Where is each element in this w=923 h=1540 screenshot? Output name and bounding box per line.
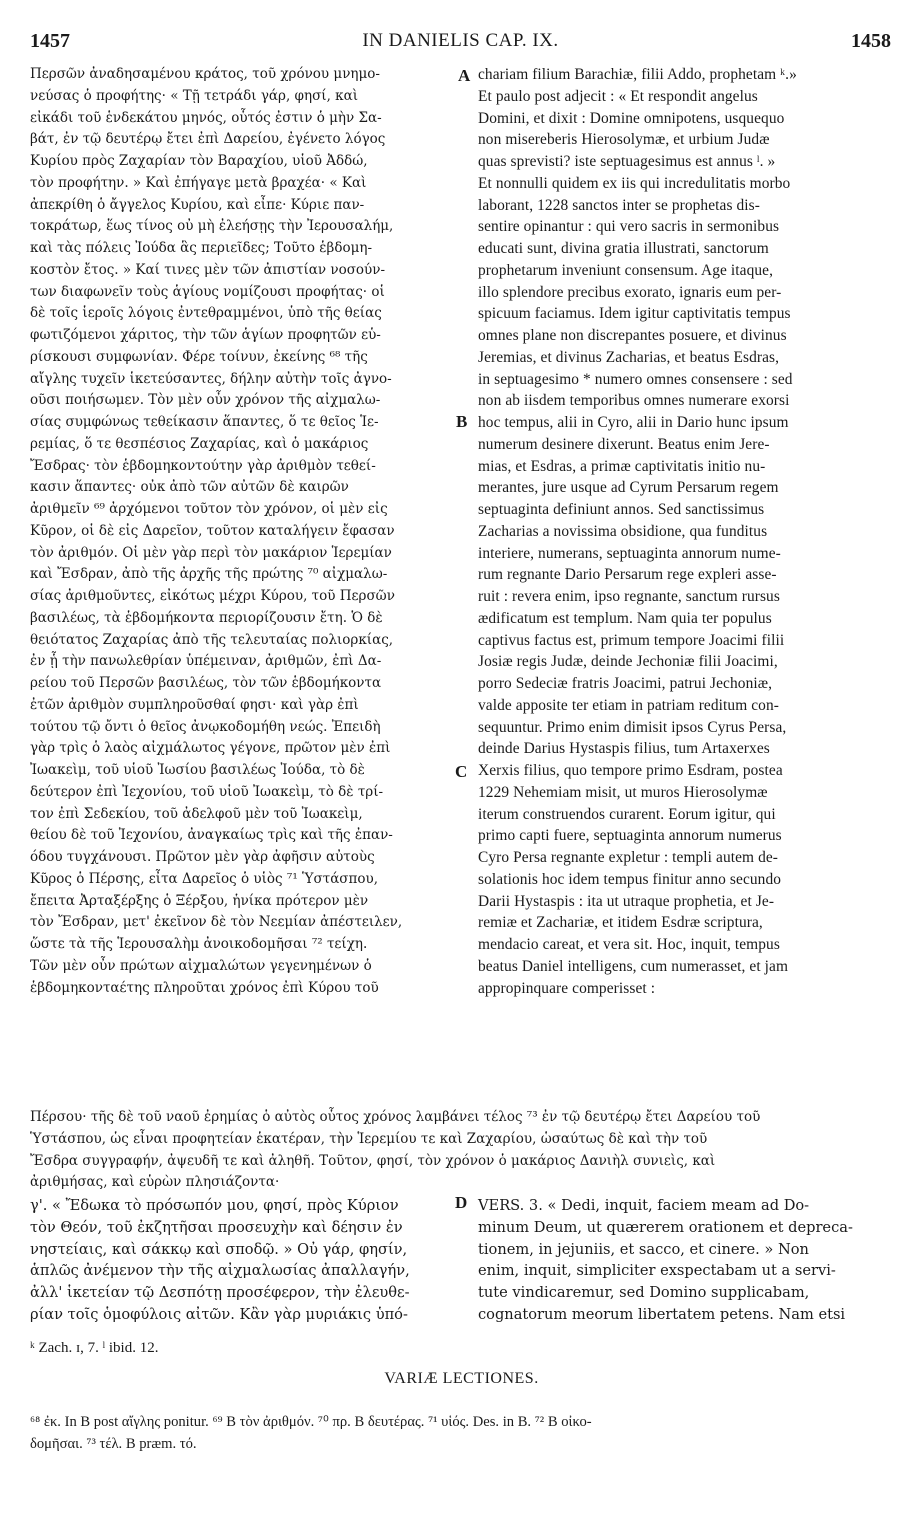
greek-text-line: ρίσκουσι συμφωνίαν. Φέρε τοίνυν, ἐκείνης ⁶⁸ τῆς: [30, 348, 368, 365]
latin-column: [478, 64, 893, 999]
variant-line: ⁶⁸ ἐκ. In B post αἴγλης ponitur. ⁶⁹ B τὸν ἀριθμόν. ⁷⁰ πρ. B δευτέρας. ⁷¹ υἱός. Des. in B. ⁷² B οἰκο-: [30, 1414, 592, 1430]
latin-text-line: spicuum faciamus. Idem igitur captivitatis tempus: [478, 305, 791, 323]
right-page-number: 1458: [851, 30, 891, 52]
latin-text-line: ruit : revera enim, ipso regnante, sanctum rursus: [478, 588, 780, 605]
variant-readings: [30, 1412, 894, 1456]
greek-text-line: γὰρ τρὶς ὁ λαὸς αἰχμάλωτος γέγονε, πρῶτον μὲν ἐπὶ: [30, 740, 391, 757]
greek-text-line: ρίαν τοῖς ὁμοφύλοις αἰτῶν. Κἂν γὰρ μυριάκις ὑπό-: [30, 1305, 408, 1323]
latin-text-line: Et paulo post adjecit : « Et respondit angelus: [478, 87, 758, 105]
greek-text-line: καὶ τὰς πόλεις Ἰούδα ἃς περιεῖδες; Τοῦτο ἑβδομη-: [30, 240, 373, 256]
greek-text-line: ἀπεκρίθη ὁ ἄγγελος Κυρίου, καὶ εἶπε· Κύριε παν-: [30, 196, 365, 213]
latin-text-line: 1229 Nehemiam misit, ut muros Hierosolymæ: [478, 783, 768, 801]
greek-column: [30, 64, 450, 999]
latin-text-line: Et nonnulli quidem ex iis qui incredulitatis morbo: [478, 174, 791, 192]
greek-text-line: τούτου τῷ ὄντι ὁ θεῖος ἀνῳκοδομήθη νεώς. Ἐπειδὴ: [30, 718, 381, 735]
greek-text-line: τὸν ἀριθμόν. Οἱ μὲν γὰρ περὶ τὸν μακάριον Ἱερεμίαν: [30, 544, 392, 561]
greek-column-verse3: [30, 1195, 450, 1326]
latin-text-line: Zacharias a novissima obsidione, qua funditus: [478, 522, 768, 540]
section-marker-b: B: [456, 412, 468, 431]
latin-text-line: non misereberis Hierosolymæ, et urbium Judæ: [478, 131, 770, 149]
greek-text-line: τὸν Ἔσδραν, μετ' ἐκεῖνον δὲ τὸν Νεεμίαν ἀπέστειλεν,: [30, 914, 403, 931]
latin-text-line: in septuagesimo * numero omnes consensere : sed: [478, 370, 793, 388]
latin-text-line: cognatorum meorum libertatem petens. Nam etsi: [478, 1305, 846, 1323]
greek-text-line: Ἔσδρα συγγραφήν, ἀψευδῆ τε καὶ ἀληθῆ. Τοῦτον, φησί, τὸν χρόνον ὁ μακάριος Δανιὴλ συνιεὶς, καὶ: [30, 1152, 716, 1169]
greek-text-line: δὲ τοῖς ἱεροῖς λόγοις ἐντεθραμμένοι, ὑπὸ τῆς θείας: [30, 305, 382, 322]
greek-text-line: τον ἐπὶ Σεδεκίου, τοῦ ἀδελφοῦ μὲν τοῦ Ἰωακεὶμ,: [30, 805, 363, 822]
latin-text-line: interiere, numerans, septuaginta annorum nume-: [478, 544, 781, 562]
latin-text-line: prophetarum inveniunt consensum. Age itaque,: [478, 261, 774, 279]
greek-text-line: δεύτερον ἐπὶ Ἰεχονίου, τοῦ υἱοῦ Ἰωακεὶμ, τὸ δὲ τρί-: [30, 783, 384, 800]
greek-text-line: ἀριθμήσας, καὶ εὑρὼν πλησιάζοντα·: [30, 1174, 280, 1191]
full-width-greek: [30, 1107, 894, 1194]
footnote: ᵏ Zach. ɪ, 7. ˡ ibid. 12.: [30, 1340, 159, 1356]
greek-text-line: εἰκάδι τοῦ ἑνδεκάτου μηνός, οὗτός ἐστιν ὁ μὴν Σα-: [30, 109, 382, 126]
greek-text-line: βασιλέως, τὰ ἑβδομήκοντα περιορίζουσιν ἔτη. Ὁ δὲ: [30, 609, 383, 626]
latin-text-line: hoc tempus, alii in Cyro, alii in Dario hunc ipsum: [478, 414, 789, 431]
greek-text-line: Κῦρος ὁ Πέρσης, εἶτα Δαρεῖος ὁ υἱὸς ⁷¹ Ὑστάσπου,: [30, 870, 379, 887]
latin-text-line: mias, et Esdras, a primæ captivitatis initio nu-: [478, 457, 766, 475]
greek-text-line: γ'. « Ἔδωκα τὸ πρόσωπόν μου, φησί, πρὸς Κύριον: [30, 1197, 399, 1214]
left-page-number: 1457: [30, 30, 70, 52]
greek-text-line: Περσῶν ἀναδησαμένου κράτος, τοῦ χρόνου μνημο-: [30, 66, 380, 82]
latin-text-line: mendacio careat, et vera sit. Hoc, inquit, tempus: [478, 936, 780, 953]
greek-text-line: Ἔσδρας· τὸν ἑβδομηκοντούτην γὰρ ἀριθμὸν τεθεί-: [30, 457, 376, 474]
greek-text-line: ὥστε τὰ τῆς Ἱερουσαλὴμ ἀνοικοδομῆσαι ⁷² τείχη.: [30, 936, 368, 952]
latin-column-verse3: [478, 1195, 893, 1326]
latin-text-line: merantes, jure usque ad Cyrum Persarum regem: [478, 479, 779, 497]
greek-text-line: κοστὸν ἔτος. » Καί τινες μὲν τῶν ἀπιστίαν νοσούν-: [30, 261, 386, 278]
page-header: [30, 30, 891, 60]
greek-text-line: ἑβδομηκονταέτης πληροῦται χρόνος ἐπὶ Κύρου τοῦ: [30, 979, 379, 996]
latin-text-line: appropinquare comperisset :: [478, 979, 656, 997]
greek-text-line: Κῦρον, οἱ δὲ εἰς Δαρεῖον, τοῦτον καταλήγειν ἔφασαν: [30, 522, 395, 539]
greek-text-line: ἀριθμεῖν ⁶⁹ ἀρχόμενοι τοῦτον τὸν χρόνον, οἱ μὲν εἰς: [30, 501, 388, 517]
greek-text-line: Τῶν μὲν οὖν πρώτων αἰχμαλώτων γεγενημένων ὁ: [30, 957, 372, 974]
greek-text-line: βάτ, ἐν τῷ δευτέρῳ ἔτει ἐπὶ Δαρείου, ἐγένετο λόγος: [30, 131, 386, 148]
latin-text-line: minum Deum, ut quærerem orationem et depreca-: [478, 1218, 853, 1236]
greek-text-line: ἐν ᾗ τὴν πανωλεθρίαν ὑπέμειναν, ἀριθμῶν, ἐπὶ Δα-: [30, 653, 382, 670]
latin-text-line: septuaginta definiunt annos. Sed sanctissimus: [478, 501, 765, 518]
greek-text-line: ἁπλῶς ἀνέμενον τὴν τῆς αἰχμαλωσίας ἀπαλλαγήν,: [30, 1262, 410, 1280]
section-marker-d: D: [455, 1193, 468, 1212]
section-marker-a: A: [458, 66, 471, 85]
greek-text-line: φωτιζόμενοι χάριτος, τὴν τῶν ἁγίων προφητῶν εὑ-: [30, 327, 381, 343]
latin-text-line: sequuntur. Primo enim dimisit ipsos Cyrus Persa,: [478, 718, 787, 736]
latin-text-line: rum regnante Dario Persarum rege expleri asse-: [478, 566, 777, 584]
latin-text-line: primo capti fuere, septuaginta annorum numerus: [478, 827, 782, 845]
latin-text-line: deinde Darius Hystaspis filius, tum Artaxerxes: [478, 740, 770, 758]
latin-text-line: ædificatum est templum. Nam quia ter populus: [478, 609, 772, 627]
latin-text-line: porro Sedeciæ fratris Joacimi, patrui Jechoniæ,: [478, 675, 773, 692]
variant-line: δομῆσαι. ⁷³ τέλ. B præm. τό.: [30, 1435, 197, 1452]
greek-text-line: οῦσι ποιήσωμεν. Τὸν μὲν οὖν χρόνον τῆς αἰχμαλω-: [30, 392, 381, 409]
greek-text-line: νεύσας ὁ προφήτης· « Τῇ τετράδι γάρ, φησί, καὶ: [30, 87, 359, 104]
latin-text-line: tute vindicaremur, sed Domino supplicabam,: [478, 1284, 810, 1301]
greek-text-line: αἴγλης τυχεῖν ἱκετεύσαντες, δήλην αὐτὴν τοῖς ἀγνο-: [30, 370, 392, 387]
greek-text-line: θείου δὲ τοῦ Ἰεχονίου, ἀναγκαίως τρὶς καὶ τῆς ἐπαν-: [30, 827, 393, 844]
latin-text-line: sentire opinantur : qui vero sacris in sermonibus: [478, 218, 780, 236]
running-title: IN DANIELIS CAP. IX.: [362, 30, 559, 51]
latin-text-line: Josiæ regis Judæ, deinde Jechoniæ filii Joacimi,: [478, 653, 778, 671]
greek-text-line: Ὑστάσπου, ὡς εἶναι προφητείαν ἑκατέραν, τὴν Ἱερεμίου τε καὶ Ζαχαρίου, ὡσαύτως δὲ καὶ τὴν τοῦ: [30, 1130, 708, 1147]
latin-text-line: beatus Daniel intelligens, cum numerasset, et jam: [478, 957, 789, 975]
greek-text-line: θειότατος Ζαχαρίας ἀπὸ τῆς τελευταίας πολιορκίας,: [30, 631, 394, 648]
latin-text-line: Cyro Persa regnante expletur : templi autem de-: [478, 849, 779, 866]
latin-text-line: Darii Hystaspis : ita ut utraque prophetia, et Je-: [478, 892, 775, 910]
greek-text-line: τὸν Θεόν, τοῦ ἐκζητῆσαι προσευχὴν καὶ δέησιν ἐν: [30, 1218, 403, 1236]
latin-text-line: laborant, 1228 sanctos inter se prophetas dis-: [478, 196, 760, 214]
latin-text-line: illo splendore precibus exorato, ignaris eum per-: [478, 283, 782, 301]
greek-text-line: σίας συμφώνως τεθείκασιν ἅπαντες, ὅ τε θεῖος Ἱε-: [30, 414, 379, 430]
latin-text-line: educati sunt, divina gratia illustrati, sanctorum: [478, 240, 769, 257]
greek-text-line: Ἰωακεὶμ, τοῦ υἱοῦ Ἰωσίου βασιλέως Ἰούδα, τὸ δὲ: [30, 762, 365, 778]
section-marker-c: C: [455, 762, 468, 781]
latin-text-line: chariam filium Barachiæ, filii Addo, prophetam ᵏ.»: [478, 66, 797, 83]
greek-text-line: κασιν ἅπαντες· οὐκ ἀπὸ τῶν αὐτῶν δὲ καιρῶν: [30, 479, 349, 496]
latin-text-line: captivus factus est, primum tempore Joacimi filii: [478, 631, 785, 649]
greek-text-line: ἔπειτα Ἀρταξέρξης ὁ Ξέρξου, ἡνίκα πρότερον μὲν: [30, 892, 369, 909]
greek-text-line: σίας ἀριθμοῦντες, εἰκότως μέχρι Κύρου, τοῦ Περσῶν: [30, 588, 395, 604]
latin-text-line: iterum construendos curarent. Eorum igitur, qui: [478, 805, 776, 823]
latin-text-line: VERS. 3. « Dedi, inquit, faciem meam ad Do-: [478, 1197, 810, 1214]
latin-text-line: Jeremias, et divinus Zacharias, et beatus Esdras,: [478, 348, 780, 366]
greek-text-line: όδου τυγχάνουσι. Πρῶτον μὲν γὰρ ἀφῆσιν αὐτοὺς: [30, 849, 375, 865]
latin-text-line: valde apposite ter etiam in patriam reditum con-: [478, 696, 779, 714]
greek-text-line: καὶ Ἔσδραν, ἀπὸ τῆς ἀρχῆς τῆς πρώτης ⁷⁰ αἰχμαλω-: [30, 566, 388, 583]
latin-text-line: tionem, in jejuniis, et sacco, et cinere. » Non: [478, 1240, 809, 1258]
greek-text-line: ἀλλ' ἱκετείαν τῷ Δεσπότῃ προσέφερον, τὴν ἐλευθε-: [30, 1284, 410, 1301]
greek-text-line: νηστείαις, καὶ σάκκῳ καὶ σποδῷ. » Οὐ γάρ, φησίν,: [30, 1240, 408, 1258]
greek-text-line: των διαφωνεῖν τοὺς ἁγίους νομίζουσι προφήτας· οἱ: [30, 283, 385, 300]
latin-text-line: Domini, et dixit : Domine omnipotens, usquequo: [478, 109, 785, 127]
greek-text-line: ἐτῶν ἀριθμὸν συμπληροῦσθαί φησι· καὶ γὰρ ἐπὶ: [30, 696, 359, 713]
greek-text-line: τοκράτωρ, ἕως τίνος οὐ μὴ ἐλεήσῃς τὴν Ἰερουσαλήμ,: [30, 218, 394, 235]
latin-text-line: numerum desinere dixerunt. Beatus enim Jere-: [478, 435, 770, 453]
greek-text-line: τὸν προφήτην. » Καὶ ἐπήγαγε μετὰ βραχέα· « Καὶ: [30, 174, 367, 191]
latin-text-line: quas sprevisti? iste septuagesimus est annus ˡ. »: [478, 153, 776, 170]
variae-lectiones-title: VARIÆ LECTIONES.: [384, 1370, 539, 1387]
latin-text-line: enim, inquit, simpliciter exspectabam ut a servi-: [478, 1262, 836, 1280]
greek-text-line: ρεμίας, ὅ τε θεσπέσιος Ζαχαρίας, καὶ ὁ μακάριος: [30, 435, 369, 452]
latin-text-line: remiæ et Zachariæ, et itidem Esdræ scriptura,: [478, 914, 763, 932]
greek-text-line: Κυρίου πρὸς Ζαχαρίαν τὸν Βαραχίου, υἱοῦ Ἀδδώ,: [30, 153, 368, 169]
latin-text-line: solationis hoc idem tempus finitur anno secundo: [478, 870, 782, 888]
greek-text-line: ρείου τοῦ Περσῶν βασιλέως, τὸν τῶν ἑβδομήκοντα: [30, 675, 382, 691]
latin-text-line: non ab iisdem temporibus omnes numerare exorsi: [478, 392, 790, 410]
latin-text-line: Xerxis filius, quo tempore primo Esdram, postea: [478, 762, 783, 779]
latin-text-line: omnes plane non discrepantes posuere, et divinus: [478, 327, 787, 344]
greek-text-line: Πέρσου· τῆς δὲ τοῦ ναοῦ ἐρημίας ὁ αὐτὸς οὗτος χρόνος λαμβάνει τέλος ⁷³ ἐν τῷ δευτέρῳ ἔτει Δαρείου τοῦ: [30, 1109, 761, 1125]
